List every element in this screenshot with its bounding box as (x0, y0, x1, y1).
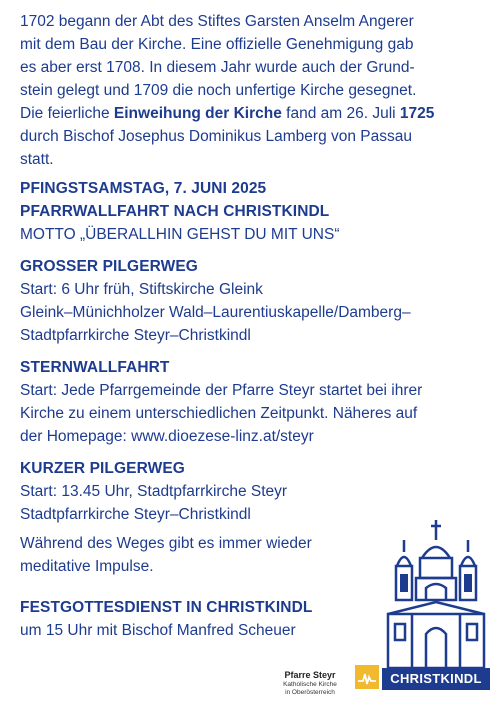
section-line: um 15 Uhr mit Bischof Manfred Scheuer (20, 622, 296, 639)
section-sternwallfahrt (20, 356, 422, 448)
intro-line (20, 102, 490, 125)
intro-line: 1702 begann der Abt des Stiftes Garsten Anselm Angerer (20, 13, 414, 30)
intro-emphasis: Einweihung der Kirche (113, 105, 282, 122)
section-line: Start: 13.45 Uhr, Stadtpfarrkirche Steyr (20, 483, 288, 500)
diocese-mark-icon (355, 665, 379, 689)
section-heading: PFARRWALLFAHRT NACH CHRISTKINDL (20, 203, 330, 220)
section-pfingstsamstag (20, 177, 340, 246)
pfarre-steyr-logo (262, 670, 358, 697)
intro-paragraph (20, 10, 490, 171)
intro-text: fand am 26. Juli (281, 105, 400, 122)
section-line: Start: Jede Pfarrgemeinde der Pfarre Steyr startet bei ihrer (20, 382, 423, 399)
section-line: Stadtpfarrkirche Steyr–Christkindl (20, 327, 251, 344)
intro-text: Die feierliche (20, 105, 114, 122)
pfarre-title: Pfarre Steyr (284, 670, 336, 680)
section-festgottesdienst (20, 596, 312, 642)
section-line: MOTTO „ÜBERALLHIN GEHST DU MIT UNS“ (20, 226, 340, 243)
intro-line: statt. (20, 151, 54, 168)
christkindl-logo-label: CHRISTKINDL (382, 668, 490, 690)
section-heading: FESTGOTTESDIENST IN CHRISTKINDL (20, 599, 313, 616)
section-line: Gleink–Münichholzer Wald–Laurentiuskapelle/Damberg– (20, 304, 411, 321)
intro-line: mit dem Bau der Kirche. Eine offizielle Genehmigung gab (20, 36, 414, 53)
section-heading: KURZER PILGERWEG (20, 460, 185, 477)
intro-line: durch Bischof Josephus Dominikus Lamberg von Passau (20, 128, 413, 145)
intro-line: es aber erst 1708. In diesem Jahr wurde auch der Grund- (20, 59, 415, 76)
section-line: meditative Impulse. (20, 558, 154, 575)
section-grosser-pilgerweg (20, 255, 411, 347)
section-line: Während des Weges gibt es immer wieder (20, 535, 312, 552)
section-heading: PFINGSTSAMSTAG, 7. JUNI 2025 (20, 180, 267, 197)
section-heading: STERNWALLFAHRT (20, 359, 170, 376)
pfarre-subtitle: in Oberösterreich (285, 689, 335, 696)
section-impulse (20, 532, 312, 578)
section-line: der Homepage: www.dioezese-linz.at/steyr (20, 428, 314, 445)
section-kurzer-pilgerweg (20, 457, 287, 526)
intro-emphasis-year: 1725 (399, 105, 435, 122)
section-line: Start: 6 Uhr früh, Stiftskirche Gleink (20, 281, 263, 298)
section-line: Kirche zu einem unterschiedlichen Zeitpunkt. Näheres auf (20, 405, 418, 422)
section-heading: GROSSER PILGERWEG (20, 258, 198, 275)
pfarre-subtitle: Katholische Kirche (283, 681, 337, 688)
intro-line: stein gelegt und 1709 die noch unfertige Kirche gesegnet. (20, 82, 417, 99)
section-line: Stadtpfarrkirche Steyr–Christkindl (20, 506, 251, 523)
